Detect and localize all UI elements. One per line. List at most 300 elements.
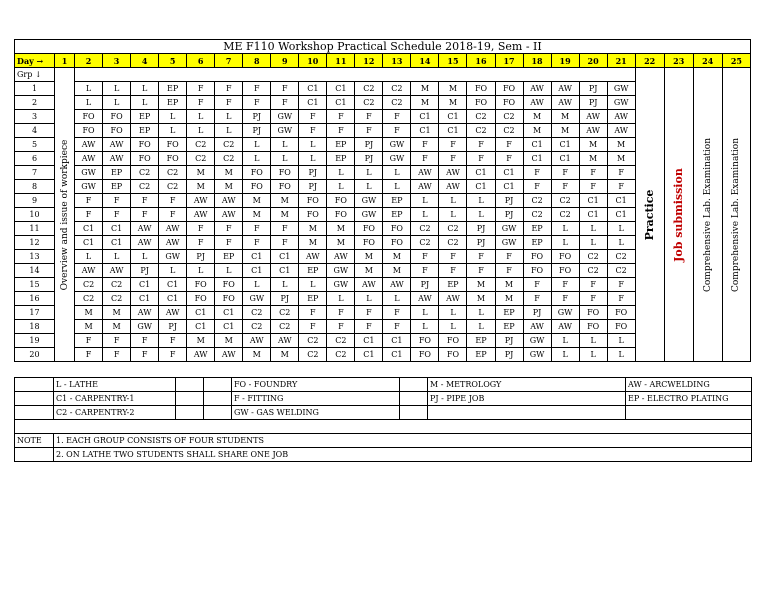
schedule-cell: AW [411, 180, 439, 194]
day1-activity-text: Overview and issue of workpiece [59, 139, 70, 290]
schedule-cell: FO [131, 138, 159, 152]
schedule-cell: GW [327, 278, 355, 292]
schedule-cell: F [607, 180, 635, 194]
schedule-cell: L [383, 166, 411, 180]
schedule-cell: FO [411, 348, 439, 362]
schedule-cell: L [411, 306, 439, 320]
legend-carpentry-2: C2 - CARPENTRY-2 [54, 406, 176, 420]
legend-gas-welding: GW - GAS WELDING [232, 406, 400, 420]
schedule-cell: L [103, 250, 131, 264]
day24-activity-cell [693, 68, 722, 362]
schedule-cell: L [607, 348, 635, 362]
schedule-cell: F [299, 124, 327, 138]
schedule-cell: EP [103, 180, 131, 194]
schedule-cell: FO [523, 264, 551, 278]
schedule-cell: C1 [383, 334, 411, 348]
schedule-cell: C1 [411, 124, 439, 138]
schedule-cell: C1 [187, 320, 215, 334]
schedule-cell: C2 [75, 278, 103, 292]
schedule-cell: AW [159, 306, 187, 320]
schedule-cell: M [467, 278, 495, 292]
schedule-cell: M [243, 194, 271, 208]
schedule-cell: C2 [383, 82, 411, 96]
schedule-cell: EP [523, 236, 551, 250]
schedule-cell: C2 [439, 236, 467, 250]
schedule-cell: F [383, 110, 411, 124]
day-header-21: 21 [607, 54, 635, 68]
schedule-cell: GW [327, 264, 355, 278]
group-header-label: Grp ↓ [15, 68, 55, 82]
schedule-cell: M [243, 348, 271, 362]
schedule-cell: AW [215, 208, 243, 222]
schedule-cell: EP [215, 250, 243, 264]
schedule-cell: L [75, 250, 103, 264]
schedule-cell: C2 [467, 124, 495, 138]
schedule-cell: EP [495, 320, 523, 334]
group-number: 17 [15, 306, 55, 320]
schedule-cell: F [187, 96, 215, 110]
schedule-cell: F [131, 208, 159, 222]
schedule-cell: L [75, 96, 103, 110]
schedule-cell: GW [383, 152, 411, 166]
schedule-cell: L [439, 306, 467, 320]
schedule-cell: L [411, 320, 439, 334]
schedule-cell: C1 [495, 180, 523, 194]
schedule-cell: L [243, 278, 271, 292]
schedule-cell: M [355, 264, 383, 278]
schedule-cell: F [243, 236, 271, 250]
schedule-cell: F [579, 166, 607, 180]
group-number: 7 [15, 166, 55, 180]
schedule-cell: M [187, 180, 215, 194]
schedule-cell: F [271, 236, 299, 250]
schedule-cell: PJ [271, 292, 299, 306]
schedule-cell: C2 [131, 180, 159, 194]
day-header-22: 22 [635, 54, 664, 68]
schedule-cell: F [327, 306, 355, 320]
schedule-cell: C2 [327, 334, 355, 348]
schedule-cell: FO [103, 124, 131, 138]
schedule-cell: F [327, 124, 355, 138]
schedule-cell: FO [495, 82, 523, 96]
schedule-cell: F [103, 194, 131, 208]
schedule-cell: M [579, 152, 607, 166]
schedule-cell: F [411, 264, 439, 278]
schedule-cell: EP [327, 138, 355, 152]
schedule-cell: F [383, 124, 411, 138]
schedule-cell: F [271, 82, 299, 96]
schedule-cell: F [439, 250, 467, 264]
schedule-cell: C2 [523, 208, 551, 222]
day23-activity-cell [664, 68, 693, 362]
day-header-16: 16 [467, 54, 495, 68]
schedule-cell: M [243, 208, 271, 222]
schedule-cell: L [439, 194, 467, 208]
schedule-cell: FO [467, 96, 495, 110]
schedule-cell: AW [327, 250, 355, 264]
group-number: 16 [15, 292, 55, 306]
schedule-cell: GW [523, 348, 551, 362]
schedule-cell: C2 [411, 222, 439, 236]
schedule-cell: C2 [103, 278, 131, 292]
day22-activity-cell [635, 68, 664, 362]
schedule-cell: AW [187, 348, 215, 362]
schedule-cell: F [439, 264, 467, 278]
group-number: 15 [15, 278, 55, 292]
schedule-cell: L [607, 222, 635, 236]
schedule-cell: PJ [579, 82, 607, 96]
schedule-cell: C1 [551, 152, 579, 166]
schedule-cell: F [159, 348, 187, 362]
schedule-cell: M [495, 292, 523, 306]
schedule-cell: C1 [551, 138, 579, 152]
day-header-15: 15 [439, 54, 467, 68]
schedule-cell: M [271, 348, 299, 362]
day-header-3: 3 [103, 54, 131, 68]
legend-arcwelding: AW - ARCWELDING [626, 378, 752, 392]
schedule-cell: M [551, 110, 579, 124]
schedule-cell: L [467, 208, 495, 222]
schedule-cell: FO [523, 250, 551, 264]
schedule-cell: AW [215, 194, 243, 208]
schedule-cell: AW [439, 180, 467, 194]
schedule-cell: F [467, 138, 495, 152]
schedule-cell: F [467, 264, 495, 278]
schedule-cell: L [579, 348, 607, 362]
group-number: 12 [15, 236, 55, 250]
schedule-cell: F [215, 96, 243, 110]
group-number: 1 [15, 82, 55, 96]
schedule-cell: C2 [523, 194, 551, 208]
day-header-12: 12 [355, 54, 383, 68]
schedule-cell: L [411, 208, 439, 222]
schedule-cell: FO [439, 348, 467, 362]
legend-pipe-job: PJ - PIPE JOB [428, 392, 626, 406]
schedule-cell: FO [215, 278, 243, 292]
schedule-cell: C1 [159, 292, 187, 306]
schedule-cell: M [103, 306, 131, 320]
day25-activity-cell [722, 68, 750, 362]
schedule-cell: C1 [299, 82, 327, 96]
schedule-cell: PJ [495, 208, 523, 222]
schedule-cell: M [271, 194, 299, 208]
legend-carpentry-1: C1 - CARPENTRY-1 [54, 392, 176, 406]
schedule-cell: C2 [355, 82, 383, 96]
group-number: 2 [15, 96, 55, 110]
schedule-cell: PJ [495, 334, 523, 348]
schedule-cell: M [439, 82, 467, 96]
schedule-cell: M [523, 110, 551, 124]
schedule-cell: C2 [327, 348, 355, 362]
schedule-cell: AW [103, 264, 131, 278]
schedule-cell: GW [355, 208, 383, 222]
schedule-cell: GW [551, 306, 579, 320]
schedule-cell: AW [131, 222, 159, 236]
schedule-cell: F [383, 306, 411, 320]
schedule-cell: L [355, 180, 383, 194]
schedule-cell: L [383, 180, 411, 194]
group-number: 6 [15, 152, 55, 166]
legend-spacer-row [15, 420, 752, 434]
schedule-cell: GW [159, 250, 187, 264]
schedule-cell: AW [551, 82, 579, 96]
schedule-cell: FO [243, 180, 271, 194]
schedule-cell: FO [243, 166, 271, 180]
note-label: NOTE [15, 434, 54, 448]
schedule-cell: EP [131, 110, 159, 124]
schedule-cell: L [327, 166, 355, 180]
note-2: 2. ON LATHE TWO STUDENTS SHALL SHARE ONE JOB [54, 448, 752, 462]
schedule-cell: M [411, 82, 439, 96]
schedule-cell: M [383, 250, 411, 264]
schedule-cell: L [439, 208, 467, 222]
day-header-18: 18 [523, 54, 551, 68]
schedule-cell: M [523, 124, 551, 138]
schedule-cell: F [551, 292, 579, 306]
schedule-cell: F [327, 320, 355, 334]
schedule-cell: GW [75, 180, 103, 194]
legend-electro-plating: EP - ELECTRO PLATING [626, 392, 752, 406]
schedule-cell: AW [523, 320, 551, 334]
day-header-4: 4 [131, 54, 159, 68]
schedule-cell: C1 [523, 152, 551, 166]
schedule-cell: F [327, 110, 355, 124]
schedule-cell: FO [159, 138, 187, 152]
schedule-cell: C2 [411, 236, 439, 250]
schedule-cell: M [327, 222, 355, 236]
schedule-cell: C2 [299, 348, 327, 362]
header-spacer [75, 68, 636, 82]
schedule-cell: F [243, 222, 271, 236]
group-number: 4 [15, 124, 55, 138]
schedule-cell: FO [103, 110, 131, 124]
schedule-cell: L [439, 320, 467, 334]
day-header-17: 17 [495, 54, 523, 68]
day-header-7: 7 [215, 54, 243, 68]
schedule-cell: AW [523, 82, 551, 96]
schedule-cell: M [75, 320, 103, 334]
schedule-cell: C1 [159, 278, 187, 292]
day24-activity-text: Comprehensive Lab. Examination [702, 137, 713, 292]
schedule-cell: F [411, 250, 439, 264]
legend-fitting: F - FITTING [232, 392, 400, 406]
schedule-cell: GW [243, 292, 271, 306]
schedule-cell: AW [75, 264, 103, 278]
schedule-cell: L [411, 194, 439, 208]
schedule-cell: M [467, 292, 495, 306]
schedule-cell: C1 [131, 292, 159, 306]
schedule-cell: AW [215, 348, 243, 362]
schedule-cell: EP [523, 222, 551, 236]
schedule-cell: FO [271, 166, 299, 180]
legend-metrology: M - METROLOGY [428, 378, 626, 392]
schedule-cell: C1 [495, 166, 523, 180]
schedule-cell: F [131, 194, 159, 208]
schedule-cell: F [551, 166, 579, 180]
day25-activity-text: Comprehensive Lab. Examination [731, 137, 742, 292]
day-header-5: 5 [159, 54, 187, 68]
schedule-cell: M [579, 138, 607, 152]
schedule-cell: FO [579, 306, 607, 320]
schedule-cell: F [159, 334, 187, 348]
schedule-cell: L [271, 138, 299, 152]
schedule-cell: L [131, 96, 159, 110]
schedule-cell: PJ [159, 320, 187, 334]
schedule-cell: FO [75, 124, 103, 138]
schedule-cell: AW [579, 110, 607, 124]
schedule-cell: F [103, 348, 131, 362]
schedule-cell: L [467, 306, 495, 320]
schedule-cell: F [579, 180, 607, 194]
legend-foundry: FO - FOUNDRY [232, 378, 400, 392]
schedule-cell: F [495, 264, 523, 278]
schedule-cell: M [439, 96, 467, 110]
schedule-cell: C1 [131, 278, 159, 292]
schedule-cell: AW [607, 124, 635, 138]
day-header-8: 8 [243, 54, 271, 68]
schedule-cell: AW [159, 222, 187, 236]
schedule-cell: M [355, 250, 383, 264]
schedule-cell: EP [299, 264, 327, 278]
day-header-2: 2 [75, 54, 103, 68]
group-number: 3 [15, 110, 55, 124]
schedule-cell: L [75, 82, 103, 96]
schedule-cell: L [187, 264, 215, 278]
schedule-cell: F [103, 334, 131, 348]
schedule-cell: FO [495, 96, 523, 110]
schedule-cell: L [271, 152, 299, 166]
schedule-cell: L [187, 124, 215, 138]
schedule-cell: AW [131, 306, 159, 320]
schedule-cell: PJ [187, 250, 215, 264]
schedule-cell: L [327, 180, 355, 194]
page-title: ME F110 Workshop Practical Schedule 2018-19, Sem - II [15, 40, 751, 54]
day-header-20: 20 [579, 54, 607, 68]
schedule-cell: L [579, 236, 607, 250]
schedule-cell: AW [411, 166, 439, 180]
schedule-cell: M [299, 222, 327, 236]
legend-table [14, 377, 752, 462]
group-number: 8 [15, 180, 55, 194]
schedule-cell: C2 [495, 110, 523, 124]
schedule-cell: FO [131, 152, 159, 166]
day22-activity-text: Practice [642, 189, 656, 240]
schedule-cell: EP [327, 152, 355, 166]
schedule-cell: L [215, 264, 243, 278]
schedule-cell: M [215, 166, 243, 180]
schedule-cell: M [495, 278, 523, 292]
group-number: 20 [15, 348, 55, 362]
schedule-cell: F [495, 138, 523, 152]
schedule-cell: GW [383, 138, 411, 152]
schedule-cell: AW [355, 278, 383, 292]
schedule-cell: EP [159, 96, 187, 110]
schedule-table [14, 39, 751, 362]
schedule-cell: AW [411, 292, 439, 306]
group-number: 14 [15, 264, 55, 278]
schedule-cell: F [607, 166, 635, 180]
schedule-cell: C1 [187, 306, 215, 320]
schedule-cell: FO [551, 250, 579, 264]
schedule-cell: C2 [495, 124, 523, 138]
schedule-cell: AW [551, 320, 579, 334]
schedule-cell: GW [75, 166, 103, 180]
schedule-cell: M [411, 96, 439, 110]
schedule-cell: F [187, 82, 215, 96]
schedule-cell: F [411, 138, 439, 152]
day-header-19: 19 [551, 54, 579, 68]
schedule-cell: L [215, 110, 243, 124]
schedule-cell: C1 [383, 348, 411, 362]
schedule-cell: PJ [299, 166, 327, 180]
schedule-cell: L [383, 292, 411, 306]
schedule-cell: PJ [299, 180, 327, 194]
schedule-cell: F [579, 278, 607, 292]
schedule-cell: EP [467, 348, 495, 362]
schedule-cell: L [355, 166, 383, 180]
schedule-cell: AW [103, 152, 131, 166]
schedule-cell: FO [159, 152, 187, 166]
schedule-cell: PJ [523, 306, 551, 320]
schedule-cell: AW [103, 138, 131, 152]
schedule-cell: AW [439, 292, 467, 306]
schedule-cell: F [103, 208, 131, 222]
schedule-cell: F [383, 320, 411, 334]
schedule-cell: F [75, 194, 103, 208]
schedule-cell: AW [383, 278, 411, 292]
schedule-cell: C1 [355, 334, 383, 348]
schedule-cell: L [187, 110, 215, 124]
schedule-cell: M [383, 264, 411, 278]
schedule-cell: L [243, 152, 271, 166]
schedule-cell: C2 [215, 138, 243, 152]
schedule-cell: L [159, 264, 187, 278]
schedule-cell: F [215, 236, 243, 250]
schedule-cell: C2 [159, 166, 187, 180]
schedule-cell: C2 [271, 306, 299, 320]
schedule-cell: F [187, 236, 215, 250]
schedule-cell: F [299, 320, 327, 334]
schedule-cell: C1 [467, 180, 495, 194]
schedule-cell: FO [383, 222, 411, 236]
schedule-cell: FO [607, 320, 635, 334]
schedule-cell: L [467, 320, 495, 334]
schedule-cell: GW [271, 110, 299, 124]
schedule-cell: EP [103, 166, 131, 180]
schedule-cell: M [187, 166, 215, 180]
group-number: 10 [15, 208, 55, 222]
schedule-cell: M [215, 334, 243, 348]
schedule-cell: C2 [607, 264, 635, 278]
schedule-cell: C1 [75, 222, 103, 236]
schedule-cell: PJ [355, 152, 383, 166]
schedule-cell: C1 [607, 194, 635, 208]
schedule-cell: C1 [75, 236, 103, 250]
day-header-24: 24 [693, 54, 722, 68]
schedule-cell: C2 [187, 152, 215, 166]
schedule-cell: FO [271, 180, 299, 194]
schedule-cell: GW [271, 124, 299, 138]
schedule-cell: AW [607, 110, 635, 124]
schedule-cell: L [327, 292, 355, 306]
schedule-cell: EP [495, 306, 523, 320]
schedule-cell: C1 [103, 222, 131, 236]
schedule-cell: F [299, 306, 327, 320]
schedule-cell: F [523, 180, 551, 194]
schedule-cell: F [131, 348, 159, 362]
schedule-cell: F [215, 222, 243, 236]
schedule-cell: C1 [103, 236, 131, 250]
